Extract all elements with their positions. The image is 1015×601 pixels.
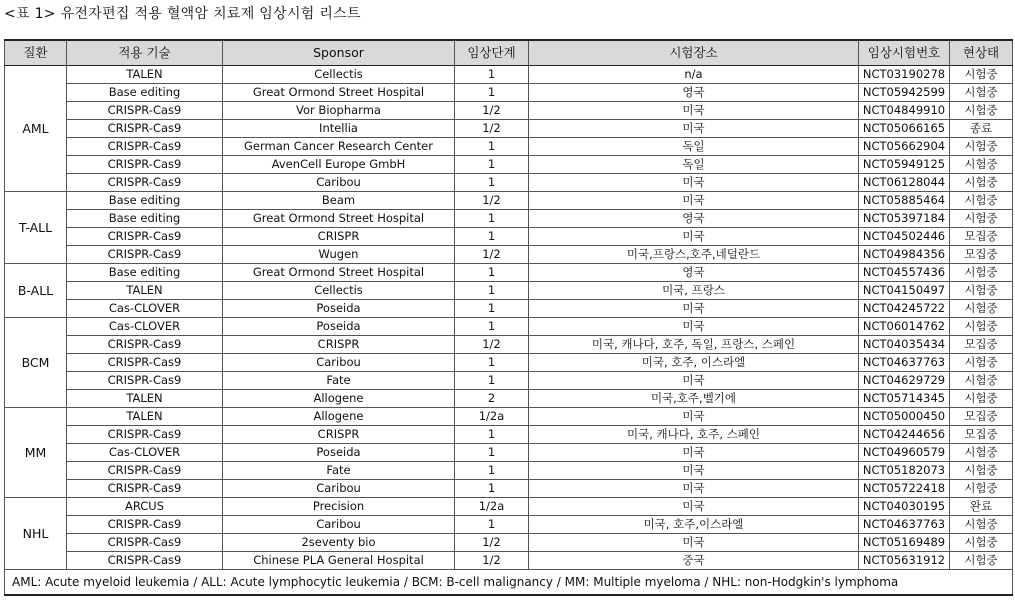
disease-cell: MM [5, 408, 67, 498]
technology-cell: Cas-CLOVER [67, 318, 223, 336]
status-cell: 시험중 [950, 372, 1013, 390]
trial-number-cell: NCT05714345 [859, 390, 950, 408]
trial-number-cell: NCT05722418 [859, 480, 950, 498]
table-row [5, 462, 1013, 480]
table-row [5, 246, 1013, 264]
phase-cell: 1/2 [455, 192, 529, 210]
status-cell: 모집중 [950, 336, 1013, 354]
table-body [5, 66, 1013, 570]
trial-number-cell: NCT04244656 [859, 426, 950, 444]
phase-cell: 1/2 [455, 120, 529, 138]
location-cell: 영국 [529, 264, 859, 282]
sponsor-cell: Caribou [223, 354, 455, 372]
location-cell: 미국 [529, 228, 859, 246]
sponsor-cell: Intellia [223, 120, 455, 138]
phase-cell: 1/2 [455, 552, 529, 570]
trial-number-cell: NCT03190278 [859, 66, 950, 84]
phase-cell: 1/2a [455, 408, 529, 426]
location-cell: 독일 [529, 156, 859, 174]
table-row [5, 336, 1013, 354]
table-row [5, 102, 1013, 120]
table-row [5, 480, 1013, 498]
trial-number-cell: NCT05949125 [859, 156, 950, 174]
column-header-sponsor: Sponsor [223, 40, 455, 66]
technology-cell: Base editing [67, 192, 223, 210]
technology-cell: TALEN [67, 390, 223, 408]
phase-cell: 1 [455, 156, 529, 174]
sponsor-cell: Allogene [223, 408, 455, 426]
technology-cell: CRISPR-Cas9 [67, 516, 223, 534]
phase-cell: 1 [455, 354, 529, 372]
sponsor-cell: 2seventy bio [223, 534, 455, 552]
status-cell: 시험중 [950, 174, 1013, 192]
trial-number-cell: NCT05942599 [859, 84, 950, 102]
phase-cell: 1 [455, 444, 529, 462]
table-row [5, 228, 1013, 246]
status-cell: 시험중 [950, 516, 1013, 534]
status-cell: 시험중 [950, 480, 1013, 498]
technology-cell: Base editing [67, 210, 223, 228]
status-cell: 시험중 [950, 66, 1013, 84]
location-cell: 미국, 캐나다, 호주, 스페인 [529, 426, 859, 444]
technology-cell: CRISPR-Cas9 [67, 246, 223, 264]
phase-cell: 1 [455, 372, 529, 390]
phase-cell: 1 [455, 426, 529, 444]
trial-number-cell: NCT05885464 [859, 192, 950, 210]
location-cell: 미국, 캐나다, 호주, 독일, 프랑스, 스페인 [529, 336, 859, 354]
technology-cell: Cas-CLOVER [67, 444, 223, 462]
location-cell: 미국 [529, 372, 859, 390]
sponsor-cell: Cellectis [223, 66, 455, 84]
column-header-trial-number: 임상시험번호 [859, 40, 950, 66]
location-cell: 미국 [529, 462, 859, 480]
sponsor-cell: Great Ormond Street Hospital [223, 264, 455, 282]
status-cell: 모집중 [950, 228, 1013, 246]
sponsor-cell: CRISPR [223, 426, 455, 444]
location-cell: 미국, 호주,이스라엘 [529, 516, 859, 534]
phase-cell: 1/2a [455, 498, 529, 516]
table-row [5, 282, 1013, 300]
table-row [5, 84, 1013, 102]
trial-number-cell: NCT04637763 [859, 516, 950, 534]
technology-cell: CRISPR-Cas9 [67, 552, 223, 570]
location-cell: 영국 [529, 84, 859, 102]
sponsor-cell: Fate [223, 462, 455, 480]
trial-number-cell: NCT04960579 [859, 444, 950, 462]
location-cell: 미국, 호주, 이스라엘 [529, 354, 859, 372]
sponsor-cell: Wugen [223, 246, 455, 264]
table-row [5, 372, 1013, 390]
trial-number-cell: NCT04035434 [859, 336, 950, 354]
column-header-phase: 임상단계 [455, 40, 529, 66]
trial-number-cell: NCT04502446 [859, 228, 950, 246]
location-cell: 미국 [529, 102, 859, 120]
phase-cell: 1 [455, 516, 529, 534]
disease-cell: BCM [5, 318, 67, 408]
sponsor-cell: AvenCell Europe GmbH [223, 156, 455, 174]
phase-cell: 1 [455, 462, 529, 480]
technology-cell: CRISPR-Cas9 [67, 426, 223, 444]
sponsor-cell: CRISPR [223, 228, 455, 246]
location-cell: 미국 [529, 300, 859, 318]
technology-cell: CRISPR-Cas9 [67, 102, 223, 120]
table-row [5, 156, 1013, 174]
status-cell: 모집중 [950, 426, 1013, 444]
location-cell: 미국,호주,벨기에 [529, 390, 859, 408]
technology-cell: Base editing [67, 84, 223, 102]
phase-cell: 1/2 [455, 534, 529, 552]
sponsor-cell: Allogene [223, 390, 455, 408]
status-cell: 시험중 [950, 534, 1013, 552]
technology-cell: CRISPR-Cas9 [67, 138, 223, 156]
trial-number-cell: NCT05000450 [859, 408, 950, 426]
disease-cell: T-ALL [5, 192, 67, 264]
column-header-technology: 적용 기술 [67, 40, 223, 66]
trial-number-cell: NCT04637763 [859, 354, 950, 372]
trial-number-cell: NCT05182073 [859, 462, 950, 480]
sponsor-cell: German Cancer Research Center [223, 138, 455, 156]
phase-cell: 1/2 [455, 102, 529, 120]
technology-cell: CRISPR-Cas9 [67, 336, 223, 354]
technology-cell: CRISPR-Cas9 [67, 156, 223, 174]
table-header-row [5, 40, 1013, 66]
table-row [5, 120, 1013, 138]
footnote-row [5, 570, 1013, 596]
status-cell: 시험중 [950, 390, 1013, 408]
technology-cell: CRISPR-Cas9 [67, 354, 223, 372]
sponsor-cell: Cellectis [223, 282, 455, 300]
status-cell: 시험중 [950, 210, 1013, 228]
technology-cell: TALEN [67, 282, 223, 300]
location-cell: 미국 [529, 480, 859, 498]
trial-number-cell: NCT04245722 [859, 300, 950, 318]
phase-cell: 2 [455, 390, 529, 408]
phase-cell: 1 [455, 138, 529, 156]
table-row [5, 390, 1013, 408]
status-cell: 시험중 [950, 444, 1013, 462]
technology-cell: TALEN [67, 408, 223, 426]
table-row [5, 516, 1013, 534]
phase-cell: 1 [455, 66, 529, 84]
sponsor-cell: Poseida [223, 300, 455, 318]
sponsor-cell: Caribou [223, 480, 455, 498]
table-row [5, 534, 1013, 552]
location-cell: 미국 [529, 498, 859, 516]
disease-cell: B-ALL [5, 264, 67, 318]
technology-cell: TALEN [67, 66, 223, 84]
status-cell: 완료 [950, 498, 1013, 516]
trial-number-cell: NCT05397184 [859, 210, 950, 228]
technology-cell: CRISPR-Cas9 [67, 462, 223, 480]
table-row [5, 210, 1013, 228]
table-row [5, 318, 1013, 336]
column-header-location: 시험장소 [529, 40, 859, 66]
technology-cell: CRISPR-Cas9 [67, 372, 223, 390]
location-cell: 독일 [529, 138, 859, 156]
phase-cell: 1 [455, 300, 529, 318]
status-cell: 시험중 [950, 300, 1013, 318]
status-cell: 종료 [950, 120, 1013, 138]
technology-cell: Cas-CLOVER [67, 300, 223, 318]
phase-cell: 1 [455, 84, 529, 102]
footnote: AML: Acute myeloid leukemia / ALL: Acute lymphocytic leukemia / BCM: B-cell malignancy / MM: Multiple myeloma / NHL: non-Hodgkin's lymphoma [5, 570, 1013, 596]
sponsor-cell: Caribou [223, 174, 455, 192]
status-cell: 시험중 [950, 462, 1013, 480]
trial-number-cell: NCT06014762 [859, 318, 950, 336]
phase-cell: 1 [455, 282, 529, 300]
location-cell: n/a [529, 66, 859, 84]
sponsor-cell: CRISPR [223, 336, 455, 354]
location-cell: 미국 [529, 318, 859, 336]
location-cell: 미국 [529, 408, 859, 426]
technology-cell: Base editing [67, 264, 223, 282]
technology-cell: CRISPR-Cas9 [67, 120, 223, 138]
trial-number-cell: NCT04984356 [859, 246, 950, 264]
location-cell: 미국 [529, 174, 859, 192]
status-cell: 모집중 [950, 246, 1013, 264]
table-row [5, 552, 1013, 570]
location-cell: 미국 [529, 444, 859, 462]
sponsor-cell: Caribou [223, 516, 455, 534]
disease-cell: NHL [5, 498, 67, 570]
sponsor-cell: Chinese PLA General Hospital [223, 552, 455, 570]
location-cell: 영국 [529, 210, 859, 228]
technology-cell: CRISPR-Cas9 [67, 534, 223, 552]
table-row [5, 174, 1013, 192]
sponsor-cell: Fate [223, 372, 455, 390]
location-cell: 미국 [529, 534, 859, 552]
column-header-disease: 질환 [5, 40, 67, 66]
technology-cell: ARCUS [67, 498, 223, 516]
location-cell: 미국, 프랑스 [529, 282, 859, 300]
trial-number-cell: NCT05662904 [859, 138, 950, 156]
technology-cell: CRISPR-Cas9 [67, 174, 223, 192]
location-cell: 미국 [529, 192, 859, 210]
trial-number-cell: NCT04557436 [859, 264, 950, 282]
trial-number-cell: NCT04849910 [859, 102, 950, 120]
status-cell: 시험중 [950, 84, 1013, 102]
status-cell: 시험중 [950, 138, 1013, 156]
sponsor-cell: Great Ormond Street Hospital [223, 210, 455, 228]
phase-cell: 1 [455, 228, 529, 246]
sponsor-cell: Poseida [223, 318, 455, 336]
phase-cell: 1 [455, 210, 529, 228]
trial-number-cell: NCT04030195 [859, 498, 950, 516]
status-cell: 시험중 [950, 354, 1013, 372]
technology-cell: CRISPR-Cas9 [67, 480, 223, 498]
status-cell: 시험중 [950, 102, 1013, 120]
table-row [5, 444, 1013, 462]
disease-cell: AML [5, 66, 67, 192]
table-row [5, 408, 1013, 426]
status-cell: 시험중 [950, 318, 1013, 336]
phase-cell: 1/2 [455, 336, 529, 354]
phase-cell: 1 [455, 264, 529, 282]
status-cell: 시험중 [950, 156, 1013, 174]
phase-cell: 1 [455, 318, 529, 336]
technology-cell: CRISPR-Cas9 [67, 228, 223, 246]
table-row [5, 354, 1013, 372]
status-cell: 시험중 [950, 552, 1013, 570]
table-row [5, 192, 1013, 210]
table-row [5, 426, 1013, 444]
sponsor-cell: Vor Biopharma [223, 102, 455, 120]
location-cell: 미국 [529, 120, 859, 138]
status-cell: 시험중 [950, 282, 1013, 300]
phase-cell: 1 [455, 480, 529, 498]
status-cell: 모집중 [950, 408, 1013, 426]
phase-cell: 1 [455, 174, 529, 192]
column-header-status: 현상태 [950, 40, 1013, 66]
table-row [5, 300, 1013, 318]
sponsor-cell: Precision [223, 498, 455, 516]
trial-number-cell: NCT05066165 [859, 120, 950, 138]
clinical-trials-table [4, 39, 1013, 596]
table-row [5, 138, 1013, 156]
sponsor-cell: Beam [223, 192, 455, 210]
location-cell: 중국 [529, 552, 859, 570]
trial-number-cell: NCT05631912 [859, 552, 950, 570]
location-cell: 미국,프랑스,호주,네덜란드 [529, 246, 859, 264]
sponsor-cell: Great Ormond Street Hospital [223, 84, 455, 102]
sponsor-cell: Poseida [223, 444, 455, 462]
table-caption: <표 1> 유전자편집 적용 혈액암 치료제 임상시험 리스트 [4, 6, 361, 22]
trial-number-cell: NCT06128044 [859, 174, 950, 192]
status-cell: 시험중 [950, 264, 1013, 282]
table-row [5, 264, 1013, 282]
status-cell: 시험중 [950, 192, 1013, 210]
trial-number-cell: NCT04629729 [859, 372, 950, 390]
table-row [5, 498, 1013, 516]
phase-cell: 1/2 [455, 246, 529, 264]
trial-number-cell: NCT05169489 [859, 534, 950, 552]
table-row [5, 66, 1013, 84]
trial-number-cell: NCT04150497 [859, 282, 950, 300]
